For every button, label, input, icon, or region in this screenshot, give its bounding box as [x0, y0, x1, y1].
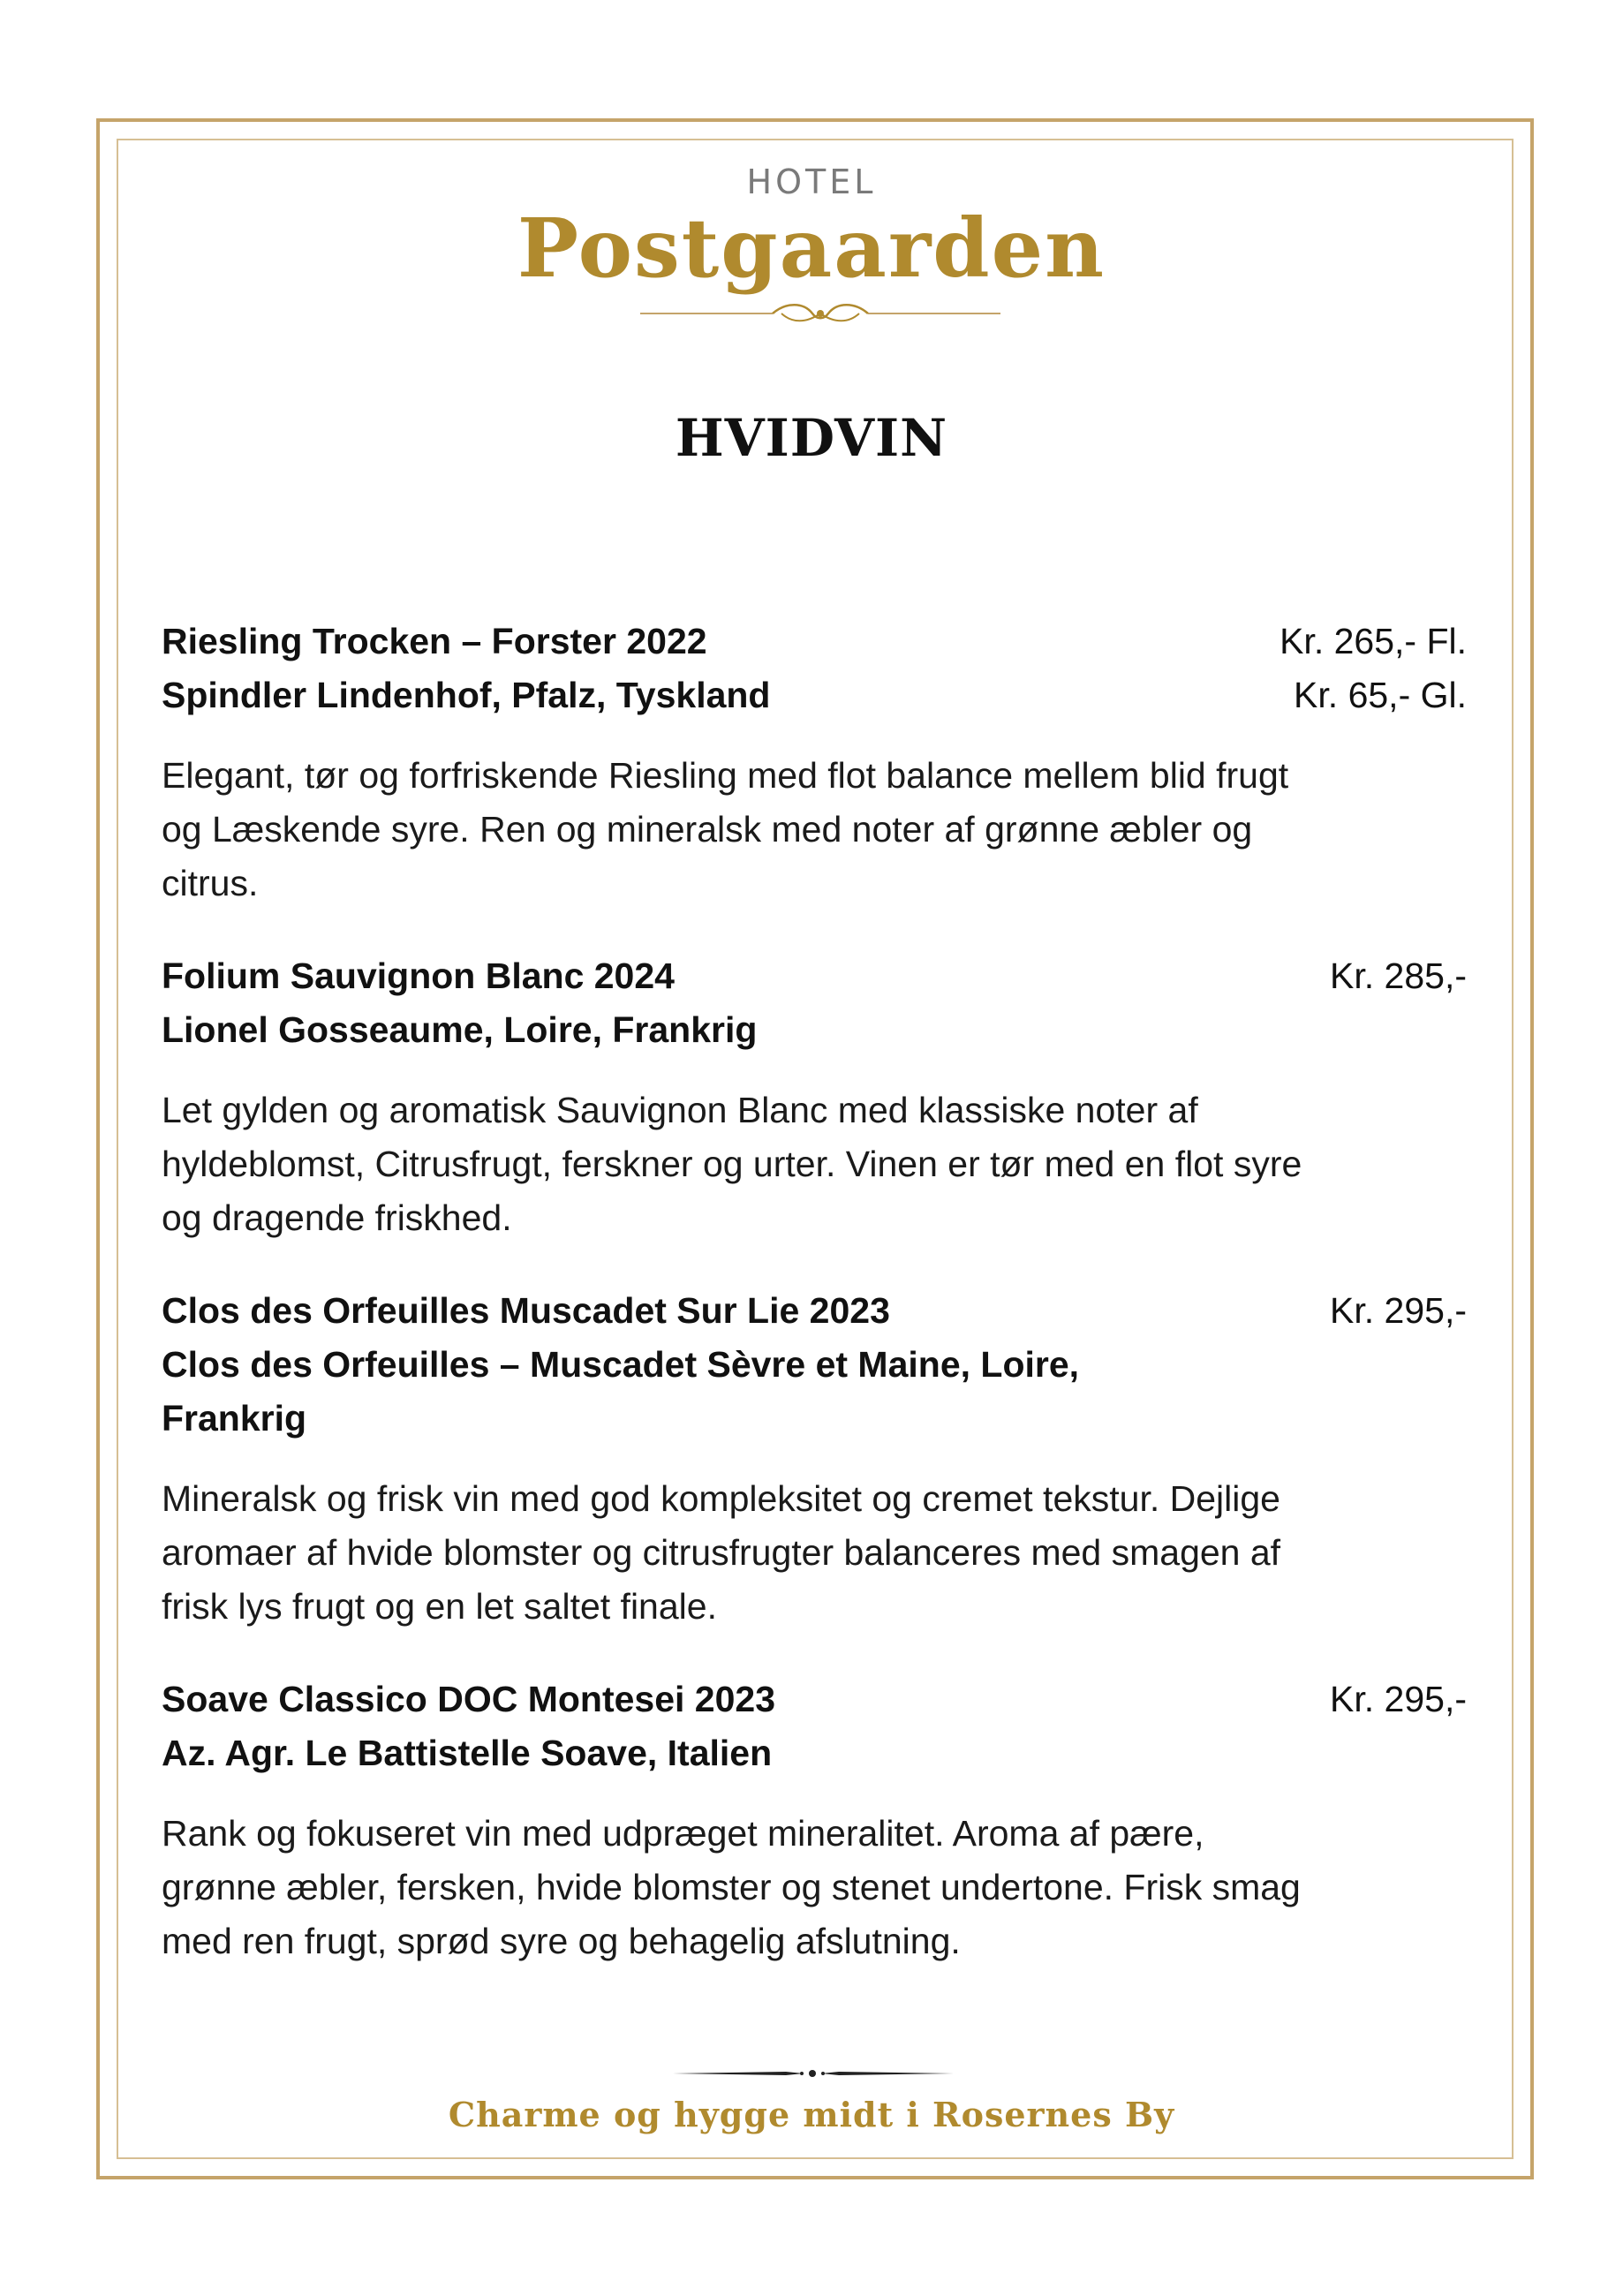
wine-name: Soave Classico DOC Montesei 2023	[162, 1679, 776, 1719]
wine-description: Let gylden og aromatisk Sauvignon Blanc med klassiske noter af hyldeblomst, Citrusfrugt, ferskner og urter. Vinen er tør med en flot syre og dragende friskhed.	[162, 1090, 1302, 1238]
wine-name: Clos des Orfeuilles Muscadet Sur Lie 2023	[162, 1290, 890, 1331]
wine-description: Mineralsk og frisk vin med god kompleksitet og cremet tekstur. Dejlige aromaer af hvide blomster og citrusfrugter balanceres med smagen af frisk lys frugt og en let saltet finale.	[162, 1478, 1281, 1627]
wine-price-glass: Kr. 65,- Gl.	[1294, 675, 1467, 715]
wine-price-bottle: Kr. 295,-	[1330, 1679, 1467, 1719]
wine-item	[162, 1284, 1467, 1634]
footer-ornament-icon	[671, 2066, 954, 2081]
wine-price-bottle: Kr. 295,-	[1330, 1290, 1467, 1331]
wine-producer: Az. Agr. Le Battistelle Soave, Italien	[162, 1733, 773, 1773]
wine-description: Rank og fokuseret vin med udpræget mineralitet. Aroma af pære, grønne æbler, fersken, hvide blomster og stenet undertone. Frisk smag med ren frugt, sprød syre og behagelig afslutning.	[162, 1813, 1301, 1961]
wine-name: Riesling Trocken – Forster 2022	[162, 621, 707, 661]
footer-tagline: Charme og hygge midt i Rosernes By	[448, 2095, 1175, 2134]
wine-description: Elegant, tør og forfriskende Riesling med flot balance mellem blid frugt og Læskende syre. Ren og mineralsk med noter af grønne æbler og citrus.	[162, 755, 1289, 903]
logo-hotel-text: HOTEL	[746, 162, 877, 201]
page-title: HVIDVIN	[675, 408, 948, 468]
wine-item	[162, 615, 1467, 910]
wine-price-bottle: Kr. 265,- Fl.	[1280, 621, 1467, 661]
wine-producer: Clos des Orfeuilles – Muscadet Sèvre et Maine, Loire, Frankrig	[162, 1344, 1080, 1439]
wine-item	[162, 949, 1467, 1245]
wine-item	[162, 1673, 1467, 1968]
wine-price-bottle: Kr. 285,-	[1330, 955, 1467, 996]
wine-list	[162, 615, 1467, 2007]
logo-ornament-icon	[640, 300, 1000, 327]
logo-hotel-name: Postgaarden	[517, 200, 1106, 296]
wine-producer: Lionel Gosseaume, Loire, Frankrig	[162, 1009, 758, 1050]
wine-producer: Spindler Lindenhof, Pfalz, Tyskland	[162, 675, 771, 715]
wine-name: Folium Sauvignon Blanc 2024	[162, 955, 675, 996]
hotel-logo	[0, 162, 1623, 296]
